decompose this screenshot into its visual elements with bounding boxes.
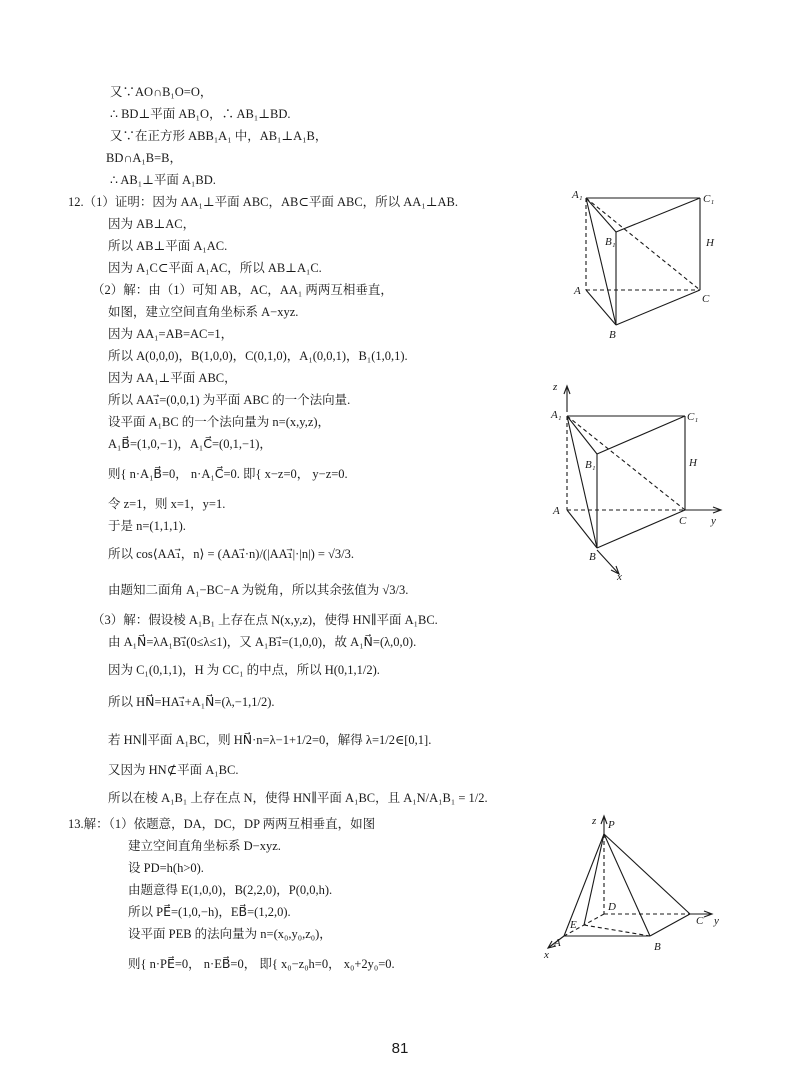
text-line: 则{ n·A₁B⃗=0， n·A₁C⃗=0. 即{ x−z=0， y−z=0. [108, 467, 348, 481]
edge-b1c1 [616, 198, 700, 232]
text-line: （2）解：由（1）可知 AB，AC，AA₁ 两两互相垂直， [92, 283, 393, 297]
text-line: 令 z=1，则 x=1，y=1. [108, 497, 226, 511]
label-a: A [553, 505, 560, 517]
text-line: 由题知二面角 A₁−BC−A 为锐角，所以其余弦值为 √3/3. [108, 583, 409, 597]
text-line: 因为 C₁(0,1,1)，H 为 CC₁ 的中点，所以 H(0,1,1/2). [108, 663, 380, 677]
text-line: 若 HN∥平面 A₁BC，则 HN⃗·n=λ−1+1/2=0，解得 λ=1/2∈[0,1]. [108, 733, 432, 747]
text-line: 12.（1）证明：因为 AA₁⊥平面 ABC，AB⊂平面 ABC，所以 AA₁⊥AB. [68, 195, 458, 209]
edge-bc [616, 290, 700, 325]
text-line: 则{ n·PE⃗=0， n·EB⃗=0， 即{ x₀−z₀h=0， x₀+2y₀=0. [128, 957, 395, 971]
label-a1: A₁ [551, 409, 562, 421]
label-b1: B₁ [585, 459, 596, 471]
text-line: 所以 PE⃗=(1,0,−h)，EB⃗=(1,2,0). [128, 905, 291, 919]
text-line: 所以 AB⊥平面 A₁AC. [108, 239, 228, 253]
edge-pe [584, 834, 604, 925]
text-line: 设平面 PEB 的法向量为 n=(x₀,y₀,z₀)， [128, 927, 332, 941]
text-line: 又因为 HN⊄平面 A₁BC. [108, 763, 239, 777]
edge-bc [650, 914, 690, 936]
label-x: x [544, 949, 549, 960]
text-line: 因为 AA₁⊥平面 ABC， [108, 371, 237, 385]
label-p: P [608, 819, 615, 831]
text-line: A₁B⃗=(1,0,−1)，A₁C⃗=(0,1,−1)， [108, 437, 272, 451]
page-number: 81 [391, 1040, 409, 1057]
text-line: 如图，建立空间直角坐标系 A−xyz. [108, 305, 299, 319]
text-line: 建立空间直角坐标系 D−xyz. [128, 839, 281, 853]
label-e: E [570, 919, 577, 931]
label-z: z [553, 381, 558, 393]
prism-figure-2 [545, 378, 730, 583]
edge-eb [584, 925, 650, 936]
text-line: 设 PD=h(h>0). [128, 861, 204, 875]
prism-figure-1 [560, 182, 730, 342]
label-c: C [696, 915, 704, 927]
edge-pb [604, 834, 650, 936]
text-line: 所以 A(0,0,0)，B(1,0,0)，C(0,1,0)，A₁(0,0,1)，B₁(1,0,1). [108, 349, 408, 363]
label-c: C [702, 293, 710, 305]
x-axis [597, 550, 619, 574]
text-line: 又∵在正方形 ABB₁A₁ 中，AB₁⊥A₁B， [110, 129, 328, 143]
label-c: C [679, 515, 687, 527]
text-line: 所以 AA₁⃗=(0,0,1) 为平面 ABC 的一个法向量. [108, 393, 351, 407]
edge-b1c1 [597, 416, 685, 454]
label-b: B [589, 551, 596, 563]
text-line: 设平面 A₁BC 的一个法向量为 n=(x,y,z)， [108, 415, 331, 429]
label-b1: B₁ [605, 236, 616, 248]
text-line: ∴ AB₁⊥平面 A₁BD. [110, 173, 216, 187]
label-c1: C₁ [703, 193, 715, 205]
text-line: 因为 AB⊥AC， [108, 217, 196, 231]
text-line: 由题意得 E(1,0,0)，B(2,2,0)，P(0,0,h). [128, 883, 333, 897]
text-line: 所以 cos⟨AA₁⃗，n⟩ = (AA₁⃗·n)/(|AA₁⃗|·|n|) = √3/3. [108, 547, 355, 561]
label-a: A [554, 937, 561, 949]
label-h: H [706, 237, 714, 249]
text-line: 于是 n=(1,1,1). [108, 519, 186, 533]
text-line: 13.解：（1）依题意，DA，DC，DP 两两互相垂直，如图 [68, 817, 376, 831]
pyramid-figure-3 [540, 810, 730, 960]
label-c1: C₁ [687, 411, 699, 423]
label-h: H [689, 457, 697, 469]
edge-pc [604, 834, 690, 914]
label-z: z [592, 815, 597, 827]
label-a: A [574, 285, 581, 297]
edge-a1b [586, 198, 616, 325]
label-x: x [617, 571, 622, 583]
text-line: BD∩A₁B=B， [106, 151, 183, 165]
label-y: y [711, 515, 716, 527]
label-d: D [608, 901, 616, 913]
text-line: 又∵AO∩B₁O=O， [110, 85, 213, 99]
edge-a1c [586, 198, 700, 290]
text-line: 因为 A₁C⊂平面 A₁AC，所以 AB⊥A₁C. [108, 261, 322, 275]
text-line: 所以在棱 A₁B₁ 上存在点 N，使得 HN∥平面 A₁BC，且 A₁N/A₁B₁ = 1/2. [108, 791, 488, 805]
text-line: ∴ BD⊥平面 AB₁O，∴ AB₁⊥BD. [110, 107, 291, 121]
label-b: B [609, 329, 616, 341]
label-y: y [714, 915, 719, 927]
label-a1: A₁ [572, 189, 583, 201]
text-line: 由 A₁N⃗=λA₁B₁⃗(0≤λ≤1)，又 A₁B₁⃗=(1,0,0)，故 A₁N⃗=(λ,0,0). [108, 635, 417, 649]
edge-bc [597, 510, 685, 548]
label-b: B [654, 941, 661, 953]
text-line: 所以 HN⃗=HA₁⃗+A₁N⃗=(λ,−1,1/2). [108, 695, 275, 709]
text-line: （3）解：假设棱 A₁B₁ 上存在点 N(x,y,z)，使得 HN∥平面 A₁BC. [92, 613, 438, 627]
text-line: 因为 AA₁=AB=AC=1， [108, 327, 234, 341]
